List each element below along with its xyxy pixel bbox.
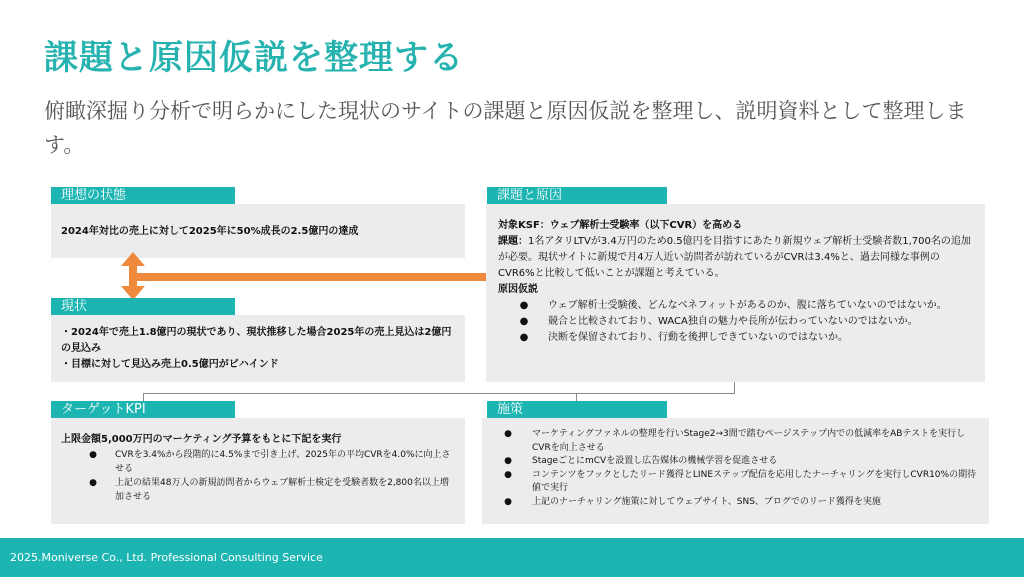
connector-line [143,393,735,394]
footer: 2025.Moniverse Co., Ltd. Professional Consulting Service [0,538,1024,577]
kpi-box [51,418,465,524]
bullet-icon: ● [504,429,512,439]
issue-box [486,204,985,382]
measure-item: ● マーケティングファネルの整理を行いStage2→3間で踏むページステップ内での低減率をABテストを実行しCVRを向上させる [494,428,977,455]
hypothesis-item: ● 決断を保留されており、行動を後押しできていないのではないか。 [510,330,973,346]
bullet-icon: ● [504,456,512,466]
issue-ksf: 対象KSF：ウェブ解析士受験率（以下CVR）を高める [498,220,743,231]
ideal-header: 理想の状態 [51,187,235,204]
current-line-1: ・2024年で売上1.8億円の現状であり、現状推移した場合2025年の売上見込は2億円の見込み [61,327,452,354]
page-title: 課題と原因仮説を整理する [44,38,464,78]
page-subtitle: 俯瞰深掘り分析で明らかにした現状のサイトの課題と原因仮説を整理し、説明資料として整理します。 [44,99,967,157]
ideal-box [51,204,465,258]
measure-item: ● 上記のナーチャリング施策に対してウェブサイト、SNS、ブログでのリード獲得を実施 [494,496,977,510]
issue-header: 課題と原因 [487,187,667,204]
bullet-icon: ● [519,332,529,343]
bullet-icon: ● [89,478,97,488]
kpi-item: ● CVRを3.4%から段階的に4.5%まで引き上げ、2025年の平均CVRを4.0%に向上させる [79,448,455,476]
connector-line [143,393,144,401]
bullet-icon: ● [89,450,97,460]
bullet-icon: ● [519,300,529,311]
hypothesis-item: ● 競合と比較されており、WACA独自の魅力や長所が伝わっていないのではないか。 [510,314,973,330]
kpi-header: ターゲットKPI [51,401,235,418]
current-header: 現状 [51,298,235,315]
horizontal-arrow-connector [134,273,492,281]
measure-item: ● コンテンツをフックとしたリード獲得とLINEステップ配信を応用したナーチャリングを実行しCVR10%の期待値で実行 [494,469,977,496]
current-box [51,315,465,382]
measure-item: ● StageごとにmCVを設置し広告媒体の機械学習を促進させる [494,455,977,469]
bullet-icon: ● [519,316,529,327]
bullet-icon: ● [504,469,512,480]
connector-line [576,393,577,401]
kpi-item: ● 上記の結果48万人の新規訪問者からウェブ解析士検定を受験者数を2,800名以上増加させる [79,476,455,504]
problem-label: 課題： [498,236,528,247]
problem-text: 1名アタリLTVが3.4万円のため0.5億円を目指すにあたり新規ウェブ解析士受験者数1,700名の追加が必要。現状サイトに新規で月4万人近い訪問者が訪れているがCVRは3.4%と、過去同様な事例のCVR6%と比較して低いことが課題と考えている。 [498,236,971,279]
issue-problem [498,234,973,282]
current-line-2: ・目標に対して見込み売上0.5億円がビハインド [61,359,279,370]
bullet-icon: ● [504,496,512,507]
kpi-lead: 上限金額5,000万円のマーケティング予算をもとに下記を実行 [61,434,342,445]
hypothesis-label: 原因仮説 [498,284,538,295]
measures-box [482,418,989,524]
hypothesis-item: ● ウェブ解析士受験後、どんなベネフィットがあるのか、腹に落ちていないのではないか。 [510,298,973,314]
arrow-up-icon [121,252,145,266]
ideal-text: 2024年対比の売上に対して2025年に50%成長の2.5億円の達成 [61,226,359,237]
measures-header: 施策 [487,401,667,418]
